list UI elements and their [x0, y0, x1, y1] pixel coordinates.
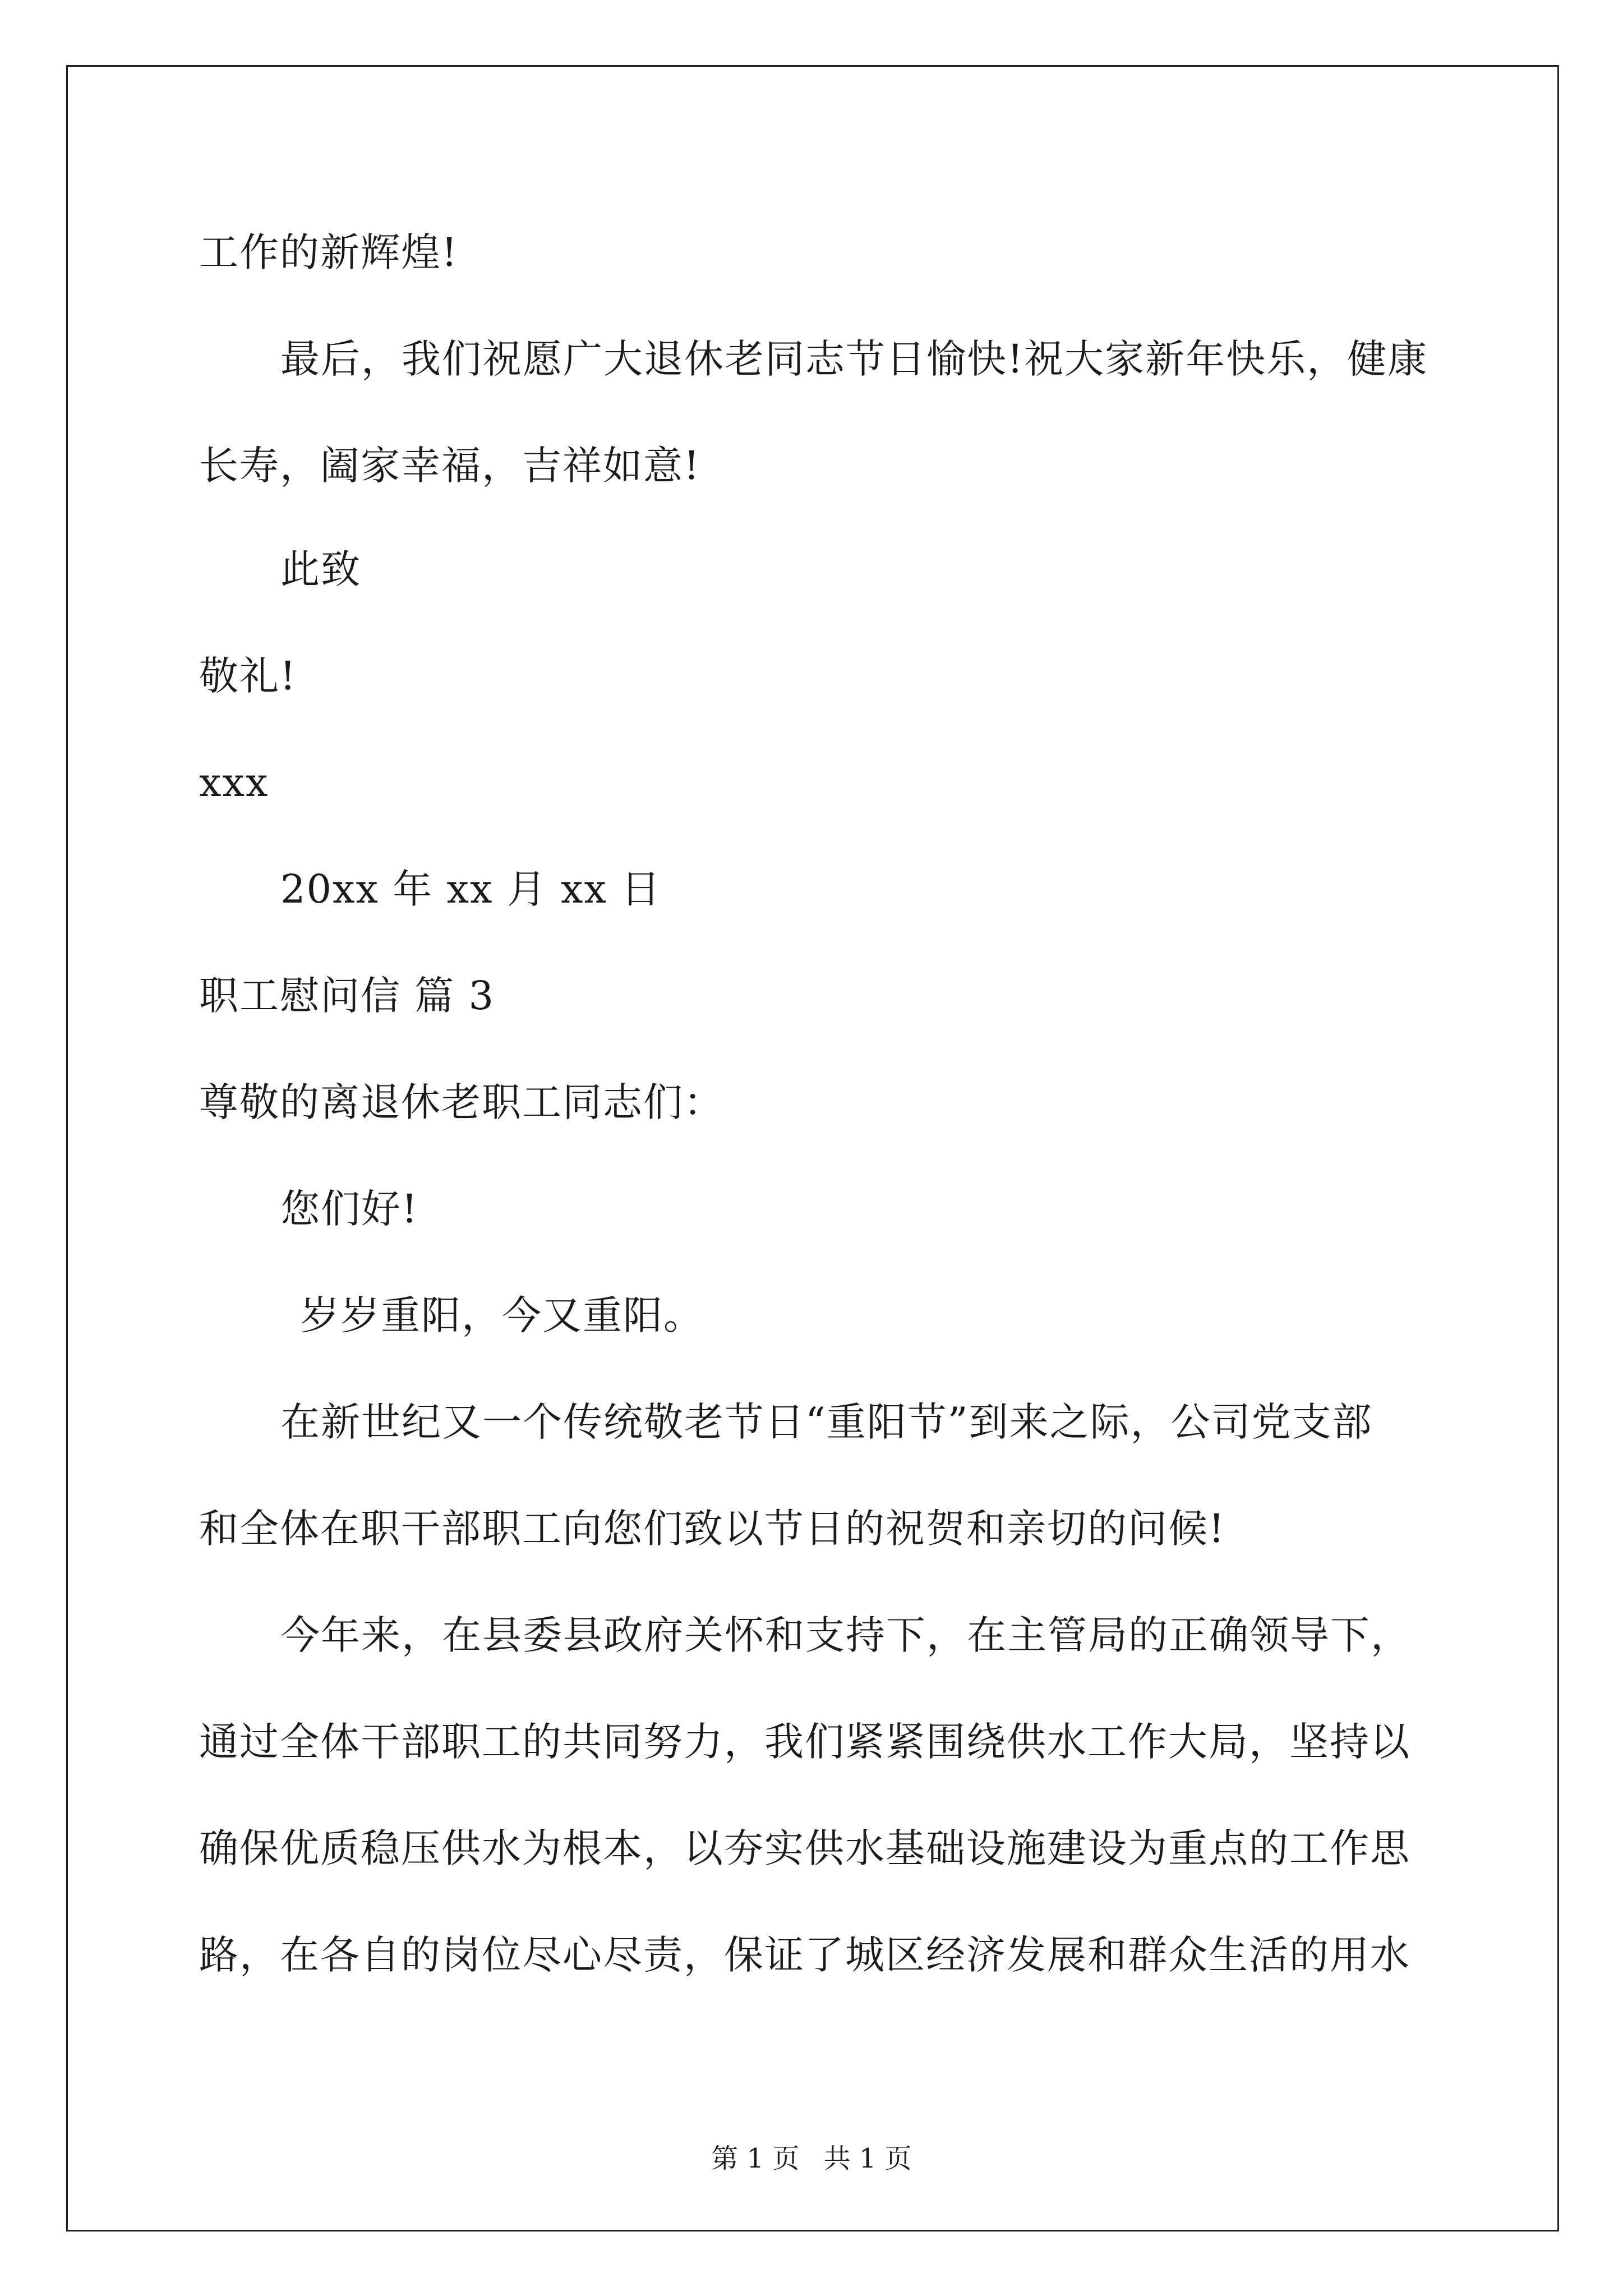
- page-border: [66, 65, 1559, 2231]
- paragraph-line: 最后，我们祝愿广大退休老同志节日愉快!祝大家新年快乐，健康: [280, 336, 1428, 382]
- paragraph-line: 和全体在职干部职工向您们致以节日的祝贺和亲切的问候!: [199, 1506, 1226, 1552]
- paragraph-line: 通过全体干部职工的共同努力，我们紧紧围绕供水工作大局，坚持以: [199, 1719, 1410, 1765]
- total-page-count: 共 1 页: [823, 2143, 912, 2174]
- paragraph-line: 路，在各自的岗位尽心尽责，保证了城区经济发展和群众生活的用水: [199, 1932, 1410, 1978]
- closing-salutation: 此致: [280, 546, 361, 592]
- paragraph-line: 工作的新辉煌!: [199, 229, 459, 275]
- paragraph-line: 岁岁重阳，今又重阳。: [300, 1292, 704, 1338]
- paragraph-line: 确保优质稳压供水为根本，以夯实供水基础设施建设为重点的工作思: [199, 1825, 1410, 1871]
- paragraph-line: 长寿，阖家幸福，吉祥如意!: [199, 443, 701, 489]
- paragraph-line: 在新世纪又一个传统敬老节日“重阳节”到来之际，公司党支部: [280, 1399, 1373, 1445]
- paragraph-line: 今年来，在县委县政府关怀和支持下，在主管局的正确领导下，: [280, 1612, 1411, 1658]
- signature-name: xxx: [199, 760, 269, 806]
- page-footer: [0, 2142, 1623, 2175]
- current-page-number: 第 1 页: [711, 2143, 800, 2174]
- section-heading: 职工慰问信 篇 3: [199, 973, 495, 1019]
- letter-greeting: 尊敬的离退休老职工同志们：: [199, 1079, 724, 1125]
- paragraph-line: 您们好!: [280, 1186, 419, 1232]
- closing-respect: 敬礼!: [199, 653, 297, 699]
- signature-date: 20xx 年 xx 月 xx 日: [280, 866, 662, 912]
